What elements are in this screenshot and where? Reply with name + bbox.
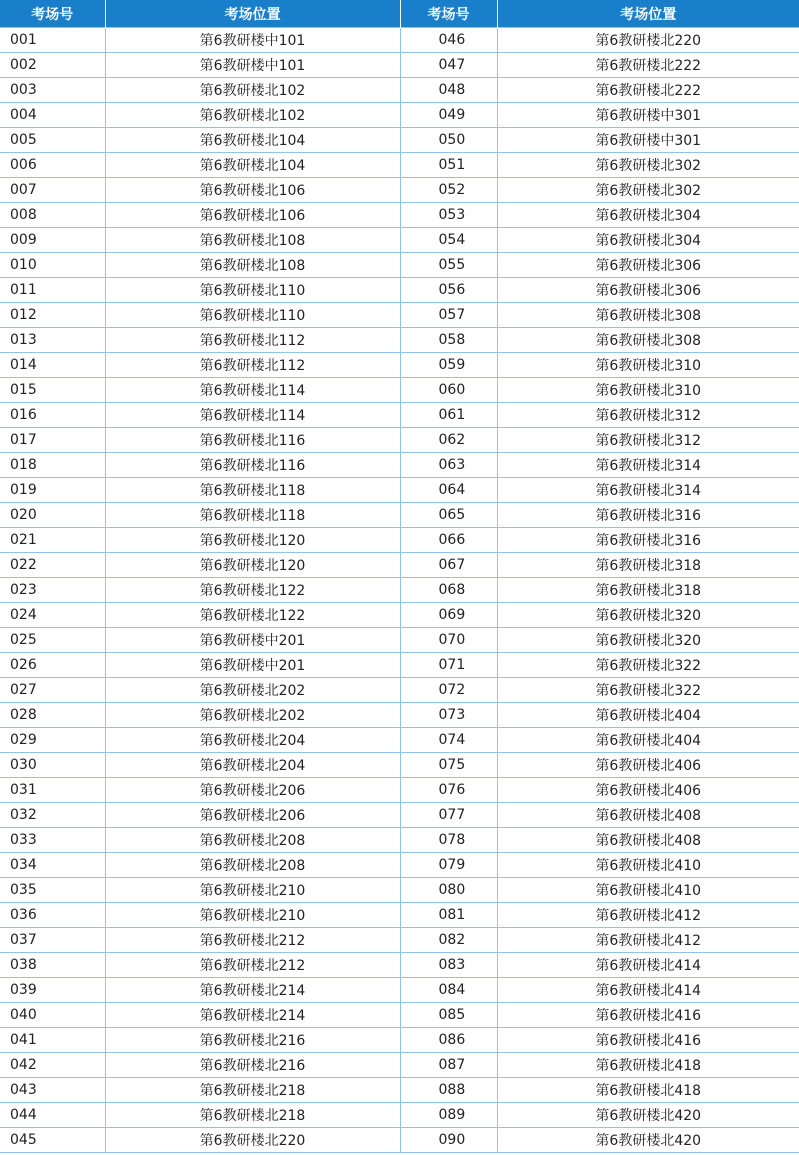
cell-location-left: 第6教研楼北106 <box>105 178 400 203</box>
cell-room-no-left: 032 <box>0 803 105 828</box>
cell-room-no-left: 008 <box>0 203 105 228</box>
cell-room-no-right: 086 <box>400 1028 497 1053</box>
cell-location-left: 第6教研楼北104 <box>105 153 400 178</box>
cell-room-no-right: 060 <box>400 378 497 403</box>
cell-room-no-right: 076 <box>400 778 497 803</box>
cell-room-no-left: 021 <box>0 528 105 553</box>
cell-room-no-right: 059 <box>400 353 497 378</box>
cell-location-right: 第6教研楼北414 <box>497 953 799 978</box>
cell-location-right: 第6教研楼中301 <box>497 128 799 153</box>
cell-room-no-right: 046 <box>400 28 497 53</box>
cell-room-no-left: 035 <box>0 878 105 903</box>
table-row <box>0 778 799 803</box>
cell-location-left: 第6教研楼北106 <box>105 203 400 228</box>
cell-location-left: 第6教研楼中101 <box>105 53 400 78</box>
cell-room-no-left: 029 <box>0 728 105 753</box>
table-row <box>0 203 799 228</box>
cell-room-no-right: 075 <box>400 753 497 778</box>
table-row <box>0 1103 799 1128</box>
cell-room-no-left: 039 <box>0 978 105 1003</box>
cell-room-no-left: 016 <box>0 403 105 428</box>
cell-room-no-left: 023 <box>0 578 105 603</box>
cell-location-left: 第6教研楼北214 <box>105 978 400 1003</box>
cell-location-left: 第6教研楼北108 <box>105 253 400 278</box>
cell-location-right: 第6教研楼北308 <box>497 303 799 328</box>
cell-room-no-left: 037 <box>0 928 105 953</box>
cell-location-right: 第6教研楼北302 <box>497 153 799 178</box>
cell-location-left: 第6教研楼北208 <box>105 853 400 878</box>
cell-room-no-right: 072 <box>400 678 497 703</box>
cell-room-no-left: 006 <box>0 153 105 178</box>
cell-location-right: 第6教研楼北420 <box>497 1103 799 1128</box>
cell-room-no-right: 077 <box>400 803 497 828</box>
cell-room-no-right: 069 <box>400 603 497 628</box>
table-row <box>0 603 799 628</box>
cell-location-right: 第6教研楼北406 <box>497 753 799 778</box>
cell-location-left: 第6教研楼北210 <box>105 903 400 928</box>
cell-room-no-right: 073 <box>400 703 497 728</box>
cell-location-left: 第6教研楼北112 <box>105 328 400 353</box>
cell-location-left: 第6教研楼北220 <box>105 1128 400 1153</box>
cell-location-right: 第6教研楼北322 <box>497 678 799 703</box>
cell-room-no-left: 045 <box>0 1128 105 1153</box>
cell-location-right: 第6教研楼北316 <box>497 503 799 528</box>
table-row <box>0 228 799 253</box>
cell-room-no-left: 013 <box>0 328 105 353</box>
cell-room-no-left: 040 <box>0 1003 105 1028</box>
table-row <box>0 53 799 78</box>
cell-room-no-right: 057 <box>400 303 497 328</box>
cell-location-left: 第6教研楼中201 <box>105 628 400 653</box>
cell-room-no-left: 041 <box>0 1028 105 1053</box>
cell-room-no-left: 022 <box>0 553 105 578</box>
cell-location-right: 第6教研楼北302 <box>497 178 799 203</box>
cell-location-right: 第6教研楼北320 <box>497 603 799 628</box>
table-row <box>0 428 799 453</box>
cell-room-no-right: 058 <box>400 328 497 353</box>
table-row <box>0 128 799 153</box>
cell-room-no-right: 081 <box>400 903 497 928</box>
table-row <box>0 453 799 478</box>
cell-location-left: 第6教研楼北216 <box>105 1053 400 1078</box>
cell-location-left: 第6教研楼北104 <box>105 128 400 153</box>
cell-location-left: 第6教研楼北110 <box>105 278 400 303</box>
cell-location-right: 第6教研楼北304 <box>497 228 799 253</box>
cell-room-no-right: 049 <box>400 103 497 128</box>
table-row <box>0 903 799 928</box>
table-row <box>0 528 799 553</box>
cell-location-right: 第6教研楼北314 <box>497 453 799 478</box>
cell-room-no-left: 025 <box>0 628 105 653</box>
table-row <box>0 403 799 428</box>
table-row <box>0 653 799 678</box>
cell-location-right: 第6教研楼北408 <box>497 828 799 853</box>
cell-room-no-left: 034 <box>0 853 105 878</box>
table-row <box>0 1003 799 1028</box>
cell-room-no-left: 004 <box>0 103 105 128</box>
cell-location-left: 第6教研楼北122 <box>105 578 400 603</box>
cell-room-no-right: 052 <box>400 178 497 203</box>
cell-location-left: 第6教研楼北208 <box>105 828 400 853</box>
cell-location-left: 第6教研楼北102 <box>105 78 400 103</box>
table-row <box>0 928 799 953</box>
cell-location-left: 第6教研楼北204 <box>105 753 400 778</box>
cell-room-no-left: 030 <box>0 753 105 778</box>
cell-room-no-left: 009 <box>0 228 105 253</box>
cell-location-left: 第6教研楼北110 <box>105 303 400 328</box>
cell-location-right: 第6教研楼北410 <box>497 878 799 903</box>
table-row <box>0 303 799 328</box>
cell-location-right: 第6教研楼北414 <box>497 978 799 1003</box>
cell-location-right: 第6教研楼北408 <box>497 803 799 828</box>
cell-room-no-right: 071 <box>400 653 497 678</box>
cell-location-left: 第6教研楼北216 <box>105 1028 400 1053</box>
cell-room-no-right: 062 <box>400 428 497 453</box>
cell-room-no-right: 068 <box>400 578 497 603</box>
table-row <box>0 78 799 103</box>
cell-location-right: 第6教研楼北418 <box>497 1053 799 1078</box>
cell-location-left: 第6教研楼北214 <box>105 1003 400 1028</box>
cell-location-left: 第6教研楼北116 <box>105 453 400 478</box>
cell-location-left: 第6教研楼北114 <box>105 378 400 403</box>
table-row <box>0 503 799 528</box>
table-row <box>0 28 799 53</box>
cell-room-no-left: 011 <box>0 278 105 303</box>
cell-location-right: 第6教研楼北220 <box>497 28 799 53</box>
cell-location-right: 第6教研楼北312 <box>497 428 799 453</box>
cell-location-right: 第6教研楼北318 <box>497 578 799 603</box>
cell-location-right: 第6教研楼中301 <box>497 103 799 128</box>
cell-room-no-right: 047 <box>400 53 497 78</box>
cell-room-no-right: 051 <box>400 153 497 178</box>
cell-location-left: 第6教研楼北118 <box>105 503 400 528</box>
cell-location-right: 第6教研楼北306 <box>497 278 799 303</box>
cell-location-left: 第6教研楼北118 <box>105 478 400 503</box>
cell-room-no-left: 015 <box>0 378 105 403</box>
cell-location-left: 第6教研楼北218 <box>105 1078 400 1103</box>
cell-location-right: 第6教研楼北404 <box>497 728 799 753</box>
table-row <box>0 678 799 703</box>
table-row <box>0 878 799 903</box>
cell-location-right: 第6教研楼北322 <box>497 653 799 678</box>
table-row <box>0 1028 799 1053</box>
cell-location-right: 第6教研楼北310 <box>497 353 799 378</box>
cell-location-left: 第6教研楼北204 <box>105 728 400 753</box>
table-row <box>0 853 799 878</box>
cell-room-no-left: 018 <box>0 453 105 478</box>
cell-room-no-right: 080 <box>400 878 497 903</box>
cell-location-left: 第6教研楼北206 <box>105 778 400 803</box>
cell-location-right: 第6教研楼北320 <box>497 628 799 653</box>
cell-location-right: 第6教研楼北222 <box>497 78 799 103</box>
cell-room-no-right: 054 <box>400 228 497 253</box>
cell-room-no-left: 033 <box>0 828 105 853</box>
table-row <box>0 1053 799 1078</box>
cell-location-right: 第6教研楼北410 <box>497 853 799 878</box>
cell-location-right: 第6教研楼北316 <box>497 528 799 553</box>
cell-location-left: 第6教研楼北108 <box>105 228 400 253</box>
cell-location-right: 第6教研楼北412 <box>497 928 799 953</box>
table-row <box>0 578 799 603</box>
cell-location-right: 第6教研楼北304 <box>497 203 799 228</box>
cell-room-no-left: 002 <box>0 53 105 78</box>
cell-room-no-left: 020 <box>0 503 105 528</box>
table-row <box>0 628 799 653</box>
cell-room-no-left: 044 <box>0 1103 105 1128</box>
cell-location-right: 第6教研楼北418 <box>497 1078 799 1103</box>
cell-location-right: 第6教研楼北420 <box>497 1128 799 1153</box>
cell-room-no-right: 055 <box>400 253 497 278</box>
table-row <box>0 953 799 978</box>
cell-location-right: 第6教研楼北222 <box>497 53 799 78</box>
cell-location-left: 第6教研楼中101 <box>105 28 400 53</box>
cell-room-no-right: 084 <box>400 978 497 1003</box>
cell-room-no-right: 053 <box>400 203 497 228</box>
table-row <box>0 153 799 178</box>
cell-location-right: 第6教研楼北406 <box>497 778 799 803</box>
cell-location-right: 第6教研楼北318 <box>497 553 799 578</box>
cell-location-right: 第6教研楼北416 <box>497 1003 799 1028</box>
cell-location-left: 第6教研楼北210 <box>105 878 400 903</box>
cell-location-left: 第6教研楼北120 <box>105 528 400 553</box>
table-row <box>0 753 799 778</box>
cell-room-no-right: 064 <box>400 478 497 503</box>
cell-room-no-right: 082 <box>400 928 497 953</box>
cell-room-no-right: 083 <box>400 953 497 978</box>
table-row <box>0 253 799 278</box>
table-row <box>0 1078 799 1103</box>
table-row <box>0 1128 799 1153</box>
header-location-right: 考场位置 <box>497 0 799 28</box>
table-row <box>0 828 799 853</box>
table-body <box>0 28 799 1153</box>
cell-room-no-right: 065 <box>400 503 497 528</box>
cell-room-no-left: 012 <box>0 303 105 328</box>
cell-room-no-left: 017 <box>0 428 105 453</box>
cell-room-no-left: 043 <box>0 1078 105 1103</box>
cell-location-left: 第6教研楼北212 <box>105 928 400 953</box>
cell-room-no-right: 074 <box>400 728 497 753</box>
cell-room-no-right: 050 <box>400 128 497 153</box>
cell-room-no-left: 024 <box>0 603 105 628</box>
cell-location-left: 第6教研楼北212 <box>105 953 400 978</box>
cell-room-no-right: 061 <box>400 403 497 428</box>
cell-location-right: 第6教研楼北412 <box>497 903 799 928</box>
cell-room-no-right: 087 <box>400 1053 497 1078</box>
cell-room-no-left: 007 <box>0 178 105 203</box>
header-room-no-right: 考场号 <box>400 0 497 28</box>
cell-location-left: 第6教研楼北122 <box>105 603 400 628</box>
table-row <box>0 278 799 303</box>
cell-location-left: 第6教研楼北116 <box>105 428 400 453</box>
cell-room-no-left: 010 <box>0 253 105 278</box>
cell-location-left: 第6教研楼北218 <box>105 1103 400 1128</box>
cell-room-no-left: 003 <box>0 78 105 103</box>
cell-room-no-left: 019 <box>0 478 105 503</box>
table-row <box>0 478 799 503</box>
cell-location-right: 第6教研楼北308 <box>497 328 799 353</box>
table-row <box>0 378 799 403</box>
table-row <box>0 553 799 578</box>
cell-location-left: 第6教研楼北120 <box>105 553 400 578</box>
cell-room-no-left: 038 <box>0 953 105 978</box>
cell-room-no-right: 085 <box>400 1003 497 1028</box>
cell-location-right: 第6教研楼北306 <box>497 253 799 278</box>
cell-room-no-left: 005 <box>0 128 105 153</box>
cell-room-no-left: 042 <box>0 1053 105 1078</box>
cell-room-no-right: 048 <box>400 78 497 103</box>
table-header <box>0 0 799 28</box>
cell-room-no-left: 031 <box>0 778 105 803</box>
cell-room-no-right: 089 <box>400 1103 497 1128</box>
header-room-no-left: 考场号 <box>0 0 105 28</box>
cell-location-left: 第6教研楼北202 <box>105 678 400 703</box>
cell-room-no-right: 056 <box>400 278 497 303</box>
cell-room-no-right: 079 <box>400 853 497 878</box>
cell-location-right: 第6教研楼北416 <box>497 1028 799 1053</box>
cell-location-right: 第6教研楼北312 <box>497 403 799 428</box>
cell-room-no-left: 014 <box>0 353 105 378</box>
cell-location-right: 第6教研楼北404 <box>497 703 799 728</box>
cell-location-left: 第6教研楼北202 <box>105 703 400 728</box>
cell-location-left: 第6教研楼北206 <box>105 803 400 828</box>
cell-room-no-left: 027 <box>0 678 105 703</box>
table-row <box>0 978 799 1003</box>
table-row <box>0 803 799 828</box>
table-row <box>0 103 799 128</box>
cell-room-no-right: 067 <box>400 553 497 578</box>
cell-room-no-right: 088 <box>400 1078 497 1103</box>
cell-room-no-right: 063 <box>400 453 497 478</box>
table-row <box>0 178 799 203</box>
cell-room-no-left: 036 <box>0 903 105 928</box>
cell-room-no-right: 066 <box>400 528 497 553</box>
cell-location-left: 第6教研楼北102 <box>105 103 400 128</box>
cell-room-no-right: 078 <box>400 828 497 853</box>
cell-location-left: 第6教研楼北112 <box>105 353 400 378</box>
cell-room-no-left: 028 <box>0 703 105 728</box>
table-row <box>0 328 799 353</box>
cell-location-left: 第6教研楼北114 <box>105 403 400 428</box>
table-row <box>0 728 799 753</box>
table-row <box>0 353 799 378</box>
cell-location-right: 第6教研楼北314 <box>497 478 799 503</box>
cell-location-right: 第6教研楼北310 <box>497 378 799 403</box>
cell-room-no-left: 001 <box>0 28 105 53</box>
cell-location-left: 第6教研楼中201 <box>105 653 400 678</box>
header-location-left: 考场位置 <box>105 0 400 28</box>
cell-room-no-right: 070 <box>400 628 497 653</box>
cell-room-no-left: 026 <box>0 653 105 678</box>
table-row <box>0 703 799 728</box>
cell-room-no-right: 090 <box>400 1128 497 1153</box>
